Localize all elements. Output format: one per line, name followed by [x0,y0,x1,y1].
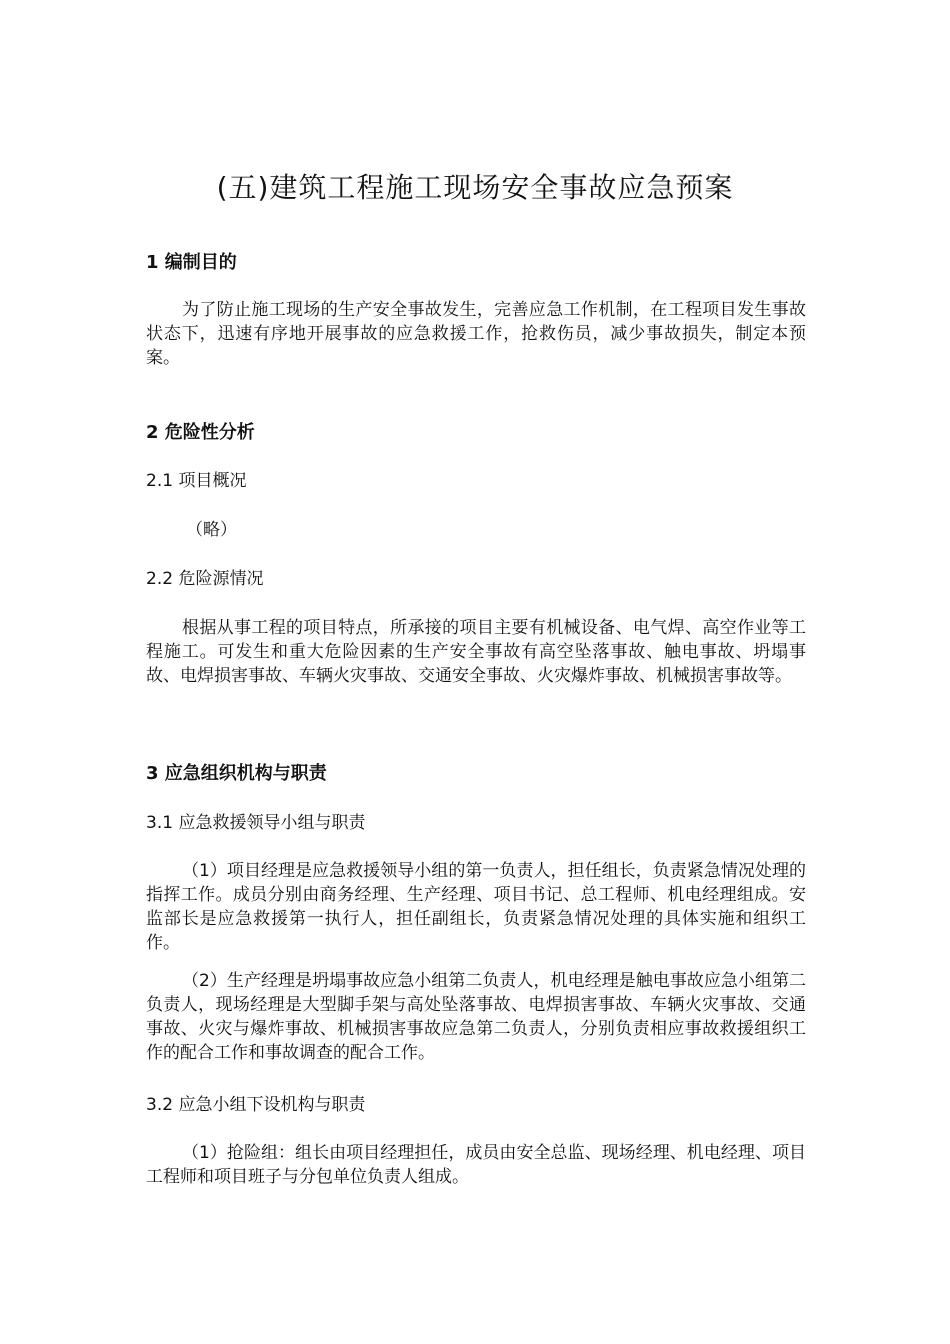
section-heading-1: 1 编制目的 [146,252,237,273]
subsection-heading-2-1: 2.1 项目概况 [146,471,247,491]
section-3-1-paragraph-1: （1）项目经理是应急救援领导小组的第一负责人，担任组长，负责紧急情况处理的指挥工作。成员分别由商务经理、生产经理、项目书记、总工程师、机电经理组成。安监部长是应急救援第一执行人，担任副组长，负责紧急情况处理的具体实施和组织工作。 [146,861,806,953]
section-heading-2: 2 危险性分析 [146,422,255,443]
subsection-2-1-note: （略） [186,520,237,540]
section-heading-3: 3 应急组织机构与职责 [146,763,327,784]
section-1-paragraph: 为了防止施工现场的生产安全事故发生，完善应急工作机制，在工程项目发生事故状态下，迅速有序地开展事故的应急救援工作，抢救伤员，减少事故损失，制定本预案。 [146,300,806,368]
section-2-2-paragraph: 根据从事工程的项目特点，所承接的项目主要有机械设备、电气焊、高空作业等工程施工。可发生和重大危险因素的生产安全事故有高空坠落事故、触电事故、坍塌事故、电焊损害事故、车辆火灾事故、交通安全事故、火灾爆炸事故、机械损害事故等。 [146,618,806,686]
subsection-heading-3-2: 3.2 应急小组下设机构与职责 [146,1095,366,1115]
subsection-heading-2-2: 2.2 危险源情况 [146,569,264,589]
subsection-heading-3-1: 3.1 应急救援领导小组与职责 [146,813,366,833]
section-3-1-paragraph-2: （2）生产经理是坍塌事故应急小组第二负责人，机电经理是触电事故应急小组第二负责人，现场经理是大型脚手架与高处坠落事故、电焊损害事故、车辆火灾事故、交通事故、火灾与爆炸事故、机械损害事故应急第二负责人，分别负责相应事故救援组织工作的配合工作和事故调查的配合工作。 [146,971,806,1063]
section-3-2-paragraph: （1）抢险组：组长由项目经理担任，成员由安全总监、现场经理、机电经理、项目工程师和项目班子与分包单位负责人组成。 [146,1143,806,1187]
document-title: (五)建筑工程施工现场安全事故应急预案 [216,171,734,204]
